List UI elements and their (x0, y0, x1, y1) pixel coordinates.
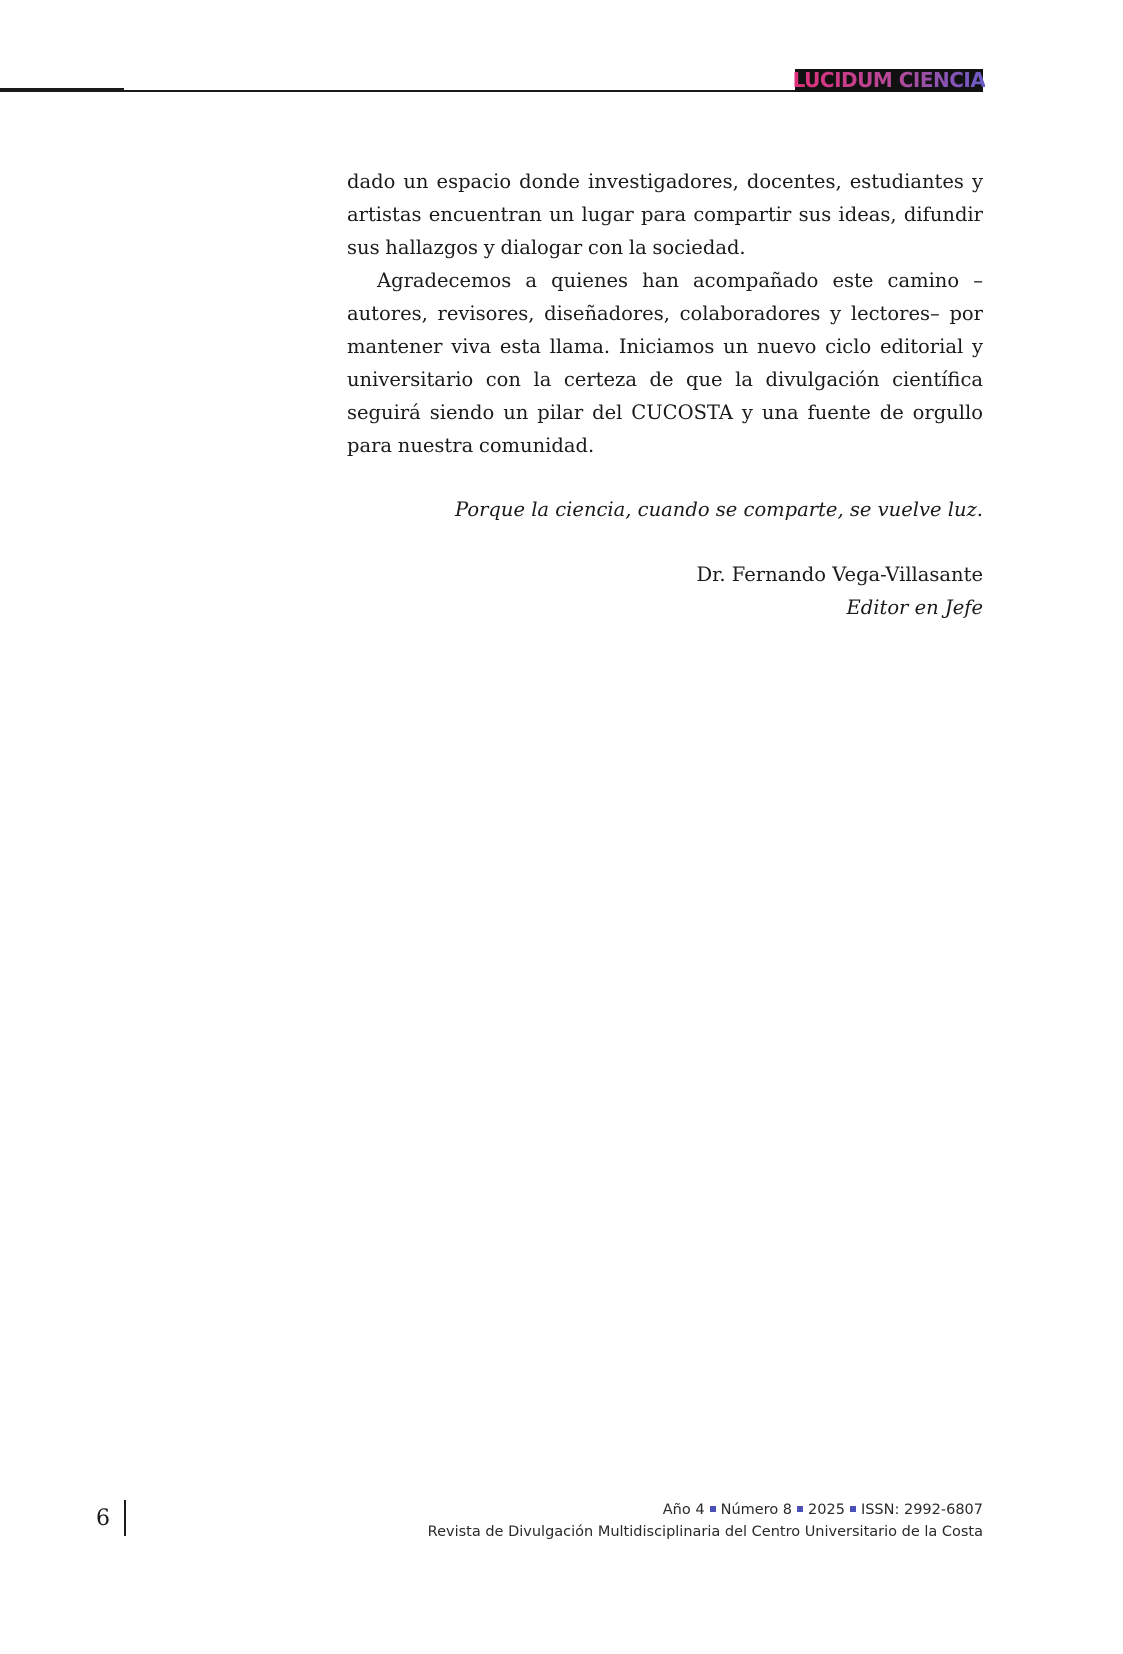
issn: ISSN: 2992-6807 (860, 1502, 983, 1518)
signature-block (347, 558, 983, 624)
closing-quote: Porque la ciencia, cuando se comparte, se vuelve luz. (455, 498, 983, 521)
journal-name: Revista de Divulgación Multidisciplinaria del Centro Universitario de la Costa (427, 1524, 983, 1540)
paragraph: dado un espacio donde investigadores, docentes, estudiantes y artistas encuentran un lugar para compartir sus ideas, difundir sus hallazgos y dialogar con la sociedad. (347, 170, 983, 259)
signature-role: Editor en Jefe (846, 596, 983, 619)
separator-square (710, 1506, 716, 1512)
separator-square (797, 1506, 803, 1512)
publication-year: 2025 (808, 1502, 845, 1518)
footer-info (428, 1499, 983, 1543)
issue-line (428, 1499, 983, 1521)
page-number-divider (124, 1500, 126, 1536)
page-number: 6 (96, 1506, 110, 1531)
masthead-title: LUCIDUM CIENCIA (792, 68, 986, 92)
article-body (347, 165, 983, 624)
separator-square (850, 1506, 856, 1512)
masthead (792, 68, 986, 92)
paragraph: Agradecemos a quienes han acompañado este camino –autores, revisores, diseñadores, colaboradores y lectores– por mantener viva esta llama. Iniciamos un nuevo ciclo editorial y universitario con la certeza de que la divulgación científica seguirá siendo un pilar del CUCOSTA y una fuente de orgullo para nuestra comunidad. (347, 269, 983, 457)
header-rule-accent (0, 88, 124, 92)
volume-year: Año 4 (662, 1502, 705, 1518)
issue-number: Número 8 (720, 1502, 793, 1518)
signature-name: Dr. Fernando Vega-Villasante (696, 563, 983, 586)
